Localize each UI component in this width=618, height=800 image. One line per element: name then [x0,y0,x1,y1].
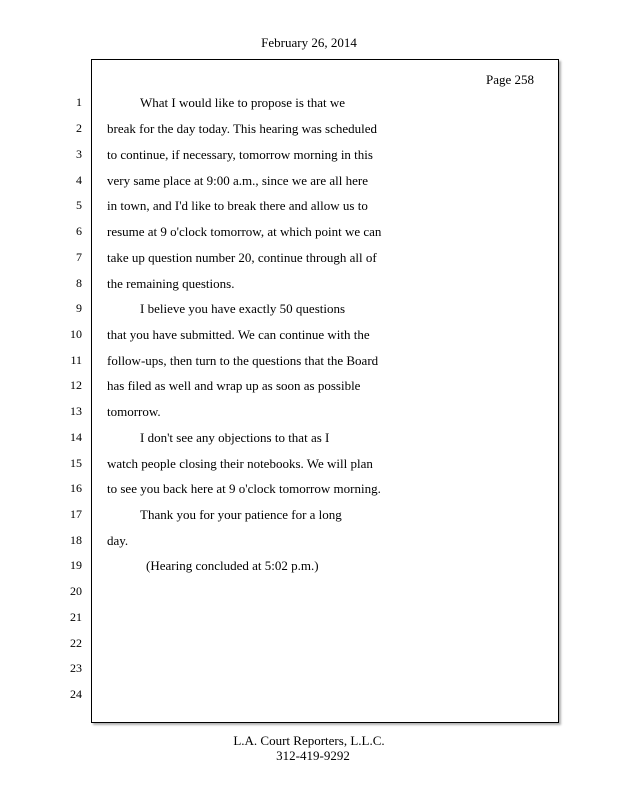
line-number: 9 [76,301,82,315]
transcript-line: break for the day today. This hearing was scheduled [107,121,378,136]
line-number: 1 [76,95,82,109]
transcript-line: watch people closing their notebooks. We will plan [107,456,373,471]
transcript-line: has filed as well and wrap up as soon as possible [107,378,361,393]
line-number: 23 [70,661,82,675]
footer-phone: 312-419-9292 [276,748,350,763]
line-number: 15 [70,456,82,470]
page-number: Page 258 [485,72,534,87]
transcript-line: resume at 9 o'clock tomorrow, at which point we can [107,224,382,239]
transcript-line: tomorrow. [107,404,161,419]
transcript-line: very same place at 9:00 a.m., since we are all here [107,173,368,188]
transcript-line: Thank you for your patience for a long [140,507,342,522]
transcript-line: that you have submitted. We can continue with the [107,327,370,342]
transcript-line: the remaining questions. [107,276,235,291]
line-number: 21 [70,610,82,624]
line-number: 19 [70,558,82,572]
date-header: February 26, 2014 [261,35,357,50]
line-number: 6 [76,224,82,238]
line-number: 11 [70,353,82,367]
line-number: 22 [70,636,82,650]
line-number: 4 [76,173,82,187]
line-number: 24 [70,687,82,701]
line-number: 10 [70,327,82,341]
transcript-line: to continue, if necessary, tomorrow morning in this [107,147,373,162]
line-number: 8 [76,276,82,290]
transcript-line: day. [107,533,129,548]
line-number: 20 [70,584,82,598]
line-number: 16 [70,481,82,495]
line-number: 7 [76,250,82,264]
line-number: 3 [76,147,82,161]
transcript-line: in town, and I'd like to break there and allow us to [107,198,368,213]
transcript-line: What I would like to propose is that we [140,95,346,110]
line-number: 5 [76,198,82,212]
line-number: 2 [76,121,82,135]
transcript-line: to see you back here at 9 o'clock tomorrow morning. [107,481,381,496]
line-number: 18 [70,533,82,547]
transcript-line: follow-ups, then turn to the questions that the Board [107,353,379,368]
line-number: 12 [70,378,82,392]
footer-company: L.A. Court Reporters, L.L.C. [233,733,385,748]
transcript-line: I don't see any objections to that as I [140,430,330,445]
line-number: 17 [70,507,82,521]
line-number: 14 [70,430,82,444]
line-number: 13 [70,404,82,418]
transcript-line: (Hearing concluded at 5:02 p.m.) [146,558,319,573]
transcript-line: I believe you have exactly 50 questions [140,301,346,316]
transcript-line: take up question number 20, continue through all of [107,250,377,265]
